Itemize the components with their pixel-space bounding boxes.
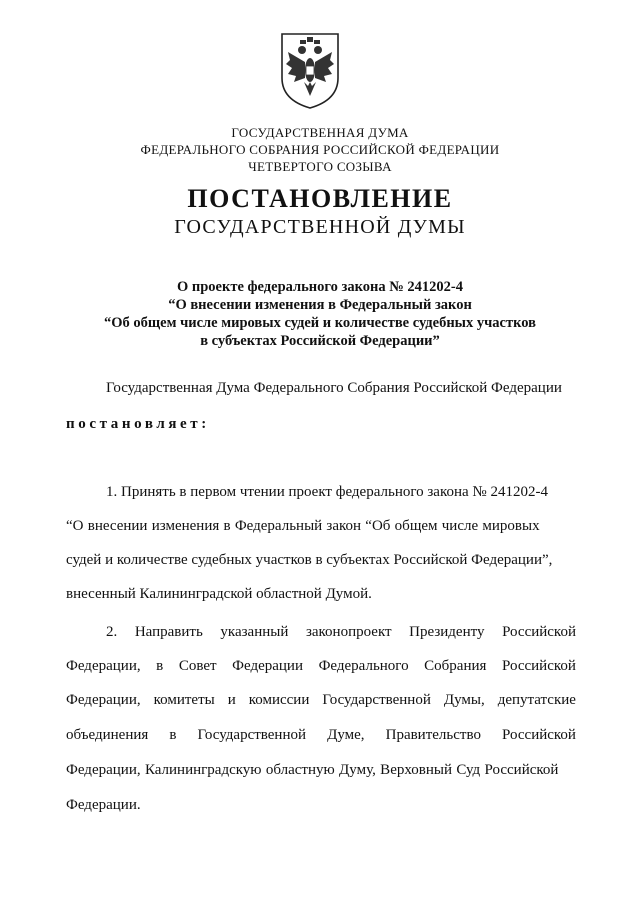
item1-line: “О внесении изменения в Федеральный закон “Об общем числе мировых — [66, 518, 540, 534]
subject-line: в субъектах Российской Федерации” — [200, 333, 440, 349]
item2-word: комитеты — [153, 692, 215, 708]
item2-word: депутатские — [497, 692, 576, 708]
item2-word: объединения — [66, 727, 149, 743]
item2-word: Собрания — [424, 658, 487, 674]
item2-word: в — [169, 727, 177, 743]
item2-word: Думе, — [327, 727, 365, 743]
item1-line: судей и количестве судебных участков в субъектах Российской Федерации”, — [66, 552, 553, 568]
preamble-text: Государственная Дума Федерального Собрания Российской Федерации — [106, 380, 562, 396]
item2-word: Федерального — [318, 658, 409, 674]
document-title: ПОСТАНОВЛЕНИЕ — [187, 184, 453, 213]
item2-word: Правительство — [385, 727, 481, 743]
item2-line — [66, 727, 576, 744]
document-subtitle: ГОСУДАРСТВЕННОЙ ДУМЫ — [174, 216, 466, 238]
header-line: ЧЕТВЕРТОГО СОЗЫВА — [248, 159, 392, 174]
item2-word: законопроект — [305, 624, 392, 640]
item2-line — [106, 624, 576, 641]
item2-line — [66, 692, 576, 709]
item2-line — [66, 658, 576, 675]
decree-word: постановляет: — [66, 416, 210, 432]
item2-word: Направить — [134, 624, 203, 640]
header-line: ГОСУДАРСТВЕННАЯ ДУМА — [231, 125, 409, 140]
item1-line: внесенный Калининградской областной Думой. — [66, 586, 372, 602]
item2-word: Государственной — [197, 727, 307, 743]
item2-word: Думы, — [443, 692, 485, 708]
header-line: ФЕДЕРАЛЬНОГО СОБРАНИЯ РОССИЙСКОЙ ФЕДЕРАЦИИ — [140, 142, 500, 157]
subject-line: О проекте федерального закона № 241202-4 — [176, 279, 464, 295]
item2-word: в — [156, 658, 164, 674]
item2-word: Федерации — [232, 658, 303, 674]
item1-line: 1. Принять в первом чтении проект федерального закона № 241202-4 — [106, 484, 548, 500]
item2-word: Федерации, — [66, 658, 141, 674]
subject-line: “Об общем числе мировых судей и количестве судебных участков — [104, 315, 536, 331]
item2-word: Российской — [502, 727, 576, 743]
item2-line: Федерации. — [66, 797, 141, 813]
item2-line: Федерации, Калининградскую областную Думу, Верховный Суд Российской — [66, 762, 559, 778]
item2-word: Российской — [502, 624, 576, 640]
item2-word: Федерации, — [66, 692, 141, 708]
item2-word: Президенту — [409, 624, 485, 640]
item2-word: Государственной — [322, 692, 431, 708]
issuer-header — [0, 124, 640, 175]
coat-of-arms-emblem-icon — [274, 30, 346, 110]
item2-word: и — [227, 692, 236, 708]
item2-word: Совет — [178, 658, 217, 674]
item2-word: 2. — [106, 624, 118, 640]
item2-word: комиссии — [248, 692, 310, 708]
document-subject — [0, 278, 640, 350]
item2-word: Российской — [502, 658, 576, 674]
item2-word: указанный — [220, 624, 289, 640]
subject-line: “О внесении изменения в Федеральный закон — [168, 297, 472, 313]
